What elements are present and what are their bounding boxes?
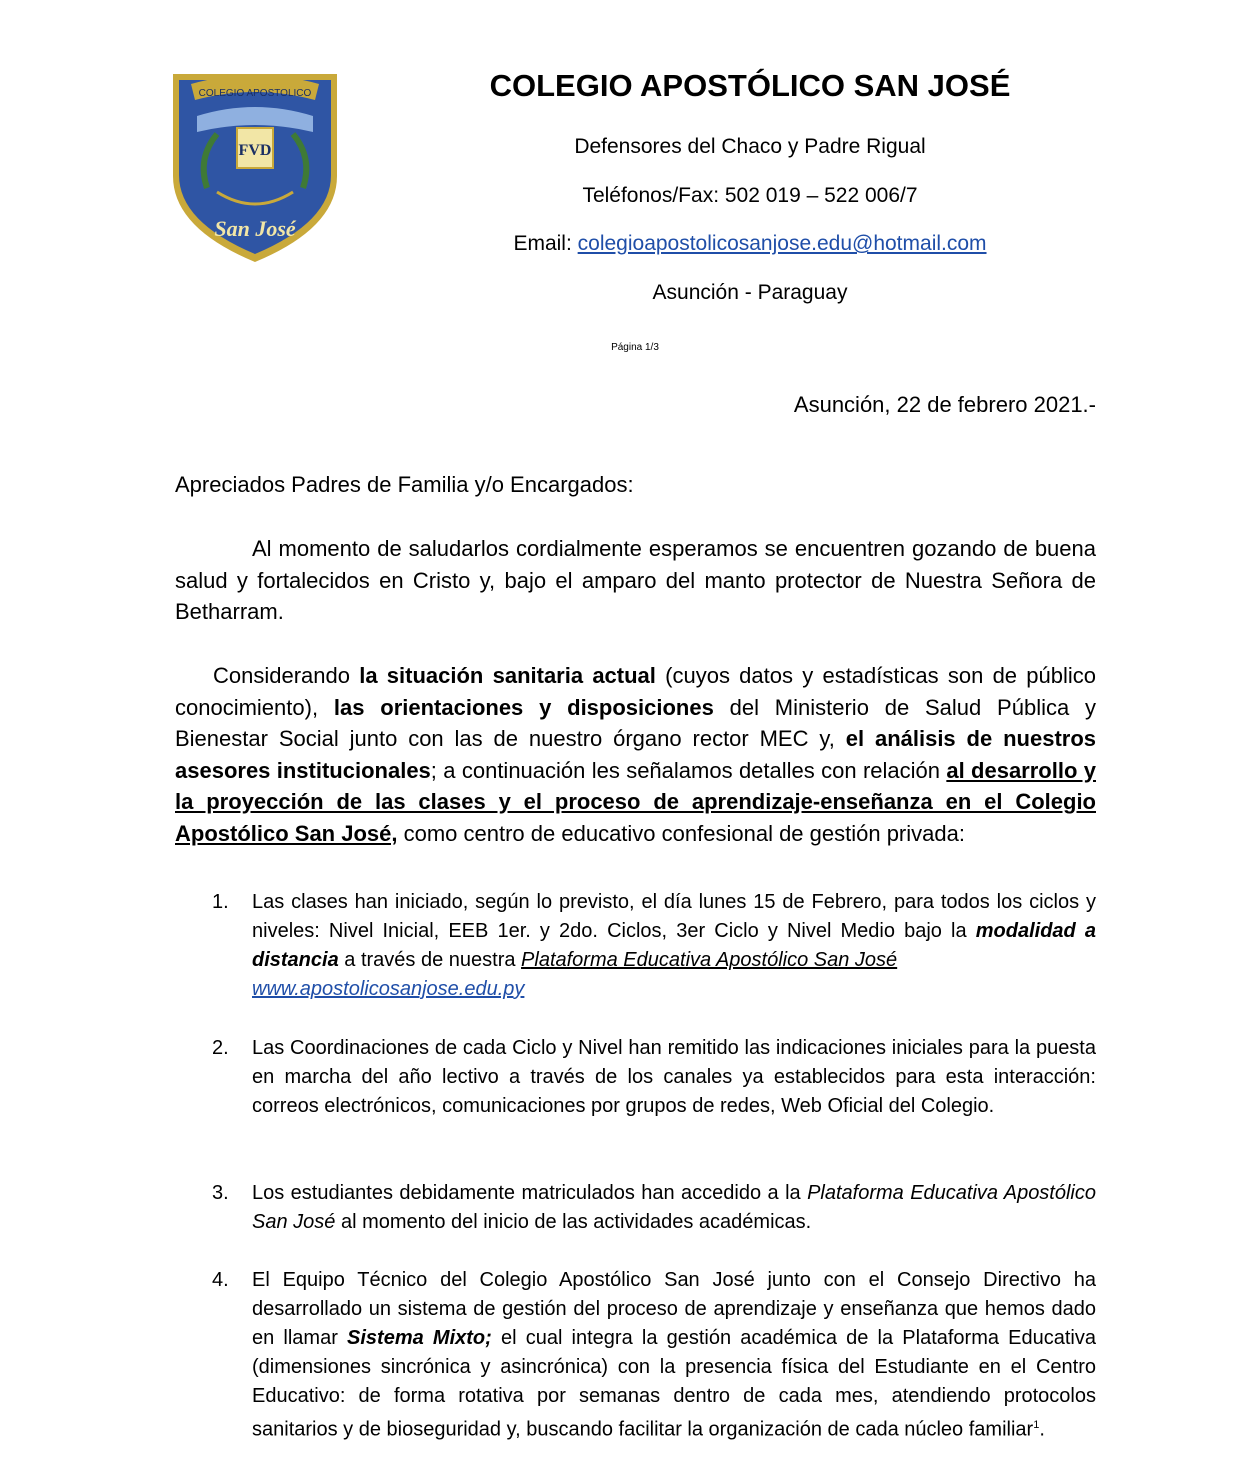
list-item [212, 1266, 1096, 1445]
header-phones: Teléfonos/Fax: 502 019 – 522 006/7 [582, 184, 918, 207]
p2-bold-underlined-development: al desarrollo y la proyección de las clases y el proceso de aprendizaje-enseñanza en el Colegio Apostólico San José, [175, 757, 1096, 846]
item3-text-a: Los estudiantes debidamente matriculados han accedido a la [252, 1182, 808, 1204]
list-item [212, 1034, 1096, 1121]
crest-top-text: COLEGIO APOSTOLICO [198, 88, 312, 99]
crest-monogram: FVD [238, 142, 272, 159]
footnote-marker: 1 [1033, 1419, 1040, 1431]
item1-platform-name: Plataforma Educativa Apostólico San José [521, 949, 898, 971]
item4-text-a: El Equipo Técnico del Colegio Apostólico San José junto con el Consejo Directivo ha desarrollado un sistema de gestión del proceso de aprendizaje y enseñanza que hemos dado en llamar [252, 1269, 1096, 1349]
email-label: Email: [513, 232, 578, 255]
list-item-number: 2. [212, 1037, 229, 1059]
paragraph-greeting: Al momento de saludarlos cordialmente esperamos se encuentren gozando de buena salud y fortalecidos en Cristo y, bajo el amparo del manto protector de Nuestra Señora de Betharram. [175, 536, 1096, 624]
list-item [212, 1179, 1096, 1237]
p2-text-a: Considerando [213, 663, 360, 688]
p2-text-g: ; a continuación les señalamos detalles con relación [430, 757, 947, 783]
item1-bold-italic-modalidad: modalidad a distancia [252, 920, 1096, 971]
paragraph-considerations [175, 660, 1096, 849]
p2-bold-sanitary-situation: la situación sanitaria actual [359, 663, 656, 688]
platform-url-link[interactable]: www.apostolicosanjose.edu.py [252, 978, 525, 1000]
item4-text-d: . [1039, 1418, 1045, 1441]
item4-bold-italic-sistema-mixto: Sistema Mixto; [347, 1327, 492, 1349]
header-city: Asunción - Paraguay [652, 281, 848, 304]
p2-text-i: como centro de educativo confesional de gestión privada: [397, 820, 965, 846]
letter-date: Asunción, 22 de febrero 2021.- [793, 392, 1096, 417]
p2-bold-analysis: el análisis de nuestros asesores institucionales [175, 726, 1097, 783]
crest-shield-icon [167, 68, 343, 266]
list-item-text [252, 1179, 1096, 1237]
p2-bold-orientations: las orientaciones y disposiciones [333, 694, 714, 720]
list-item-number: 1. [212, 891, 229, 913]
p2-text-c: (cuyos datos y estadísticas son de público conocimiento), [175, 663, 1096, 720]
list-item-number: 4. [212, 1269, 229, 1291]
list-item-text [252, 1266, 1096, 1445]
header-email-line [380, 232, 1120, 256]
list-item-number: 3. [212, 1182, 229, 1204]
list-item [212, 888, 1096, 1004]
list-item-text [252, 888, 1096, 1004]
school-crest-logo [167, 68, 343, 266]
item3-text-c: al momento del inicio de las actividades académicas. [335, 1211, 812, 1233]
school-name-title: COLEGIO APOSTÓLICO SAN JOSÉ [489, 68, 1011, 103]
item1-text-a: Las clases han iniciado, según lo previsto, el día lunes 15 de Febrero, para todos los ciclos y niveles: Nivel Inicial, EEB 1er. y 2do. Ciclos, 3er Ciclo y Nivel Medio bajo la [252, 891, 1096, 942]
page-number: Página 1/3 [611, 342, 659, 353]
crest-bottom-text: San José [214, 216, 296, 241]
header-address: Defensores del Chaco y Padre Rigual [574, 135, 926, 158]
p2-text-e: del Ministerio de Salud Pública y Bienestar Social junto con las de nuestro órgano rector MEC y, [175, 694, 1097, 751]
item3-italic-platform: Plataforma Educativa Apostólico San José [252, 1182, 1096, 1233]
email-link[interactable]: colegioapostolicosanjose.edu@hotmail.com [577, 232, 987, 255]
item4-text-c: el cual integra la gestión académica de la Plataforma Educativa (dimensiones sincrónica y asincrónica) con la presencia física del Estudiante en el Centro Educativo: de forma rotativa por semanas dentro de cada mes, atendiendo protocolos sanitarios y de bioseguridad y, buscando facilitar la organización de cada núcleo familiar [252, 1327, 1096, 1441]
letter-salutation: Apreciados Padres de Familia y/o Encargados: [175, 472, 634, 497]
list-item-text: Las Coordinaciones de cada Ciclo y Nivel han remitido las indicaciones iniciales para la puesta en marcha del año lectivo a través de los canales ya establecidos para esta interacción: correos electrónicos, comunicaciones por grupos de redes, Web Oficial del Colegio. [252, 1037, 1096, 1117]
item1-text-c: a través de nuestra [338, 949, 522, 971]
